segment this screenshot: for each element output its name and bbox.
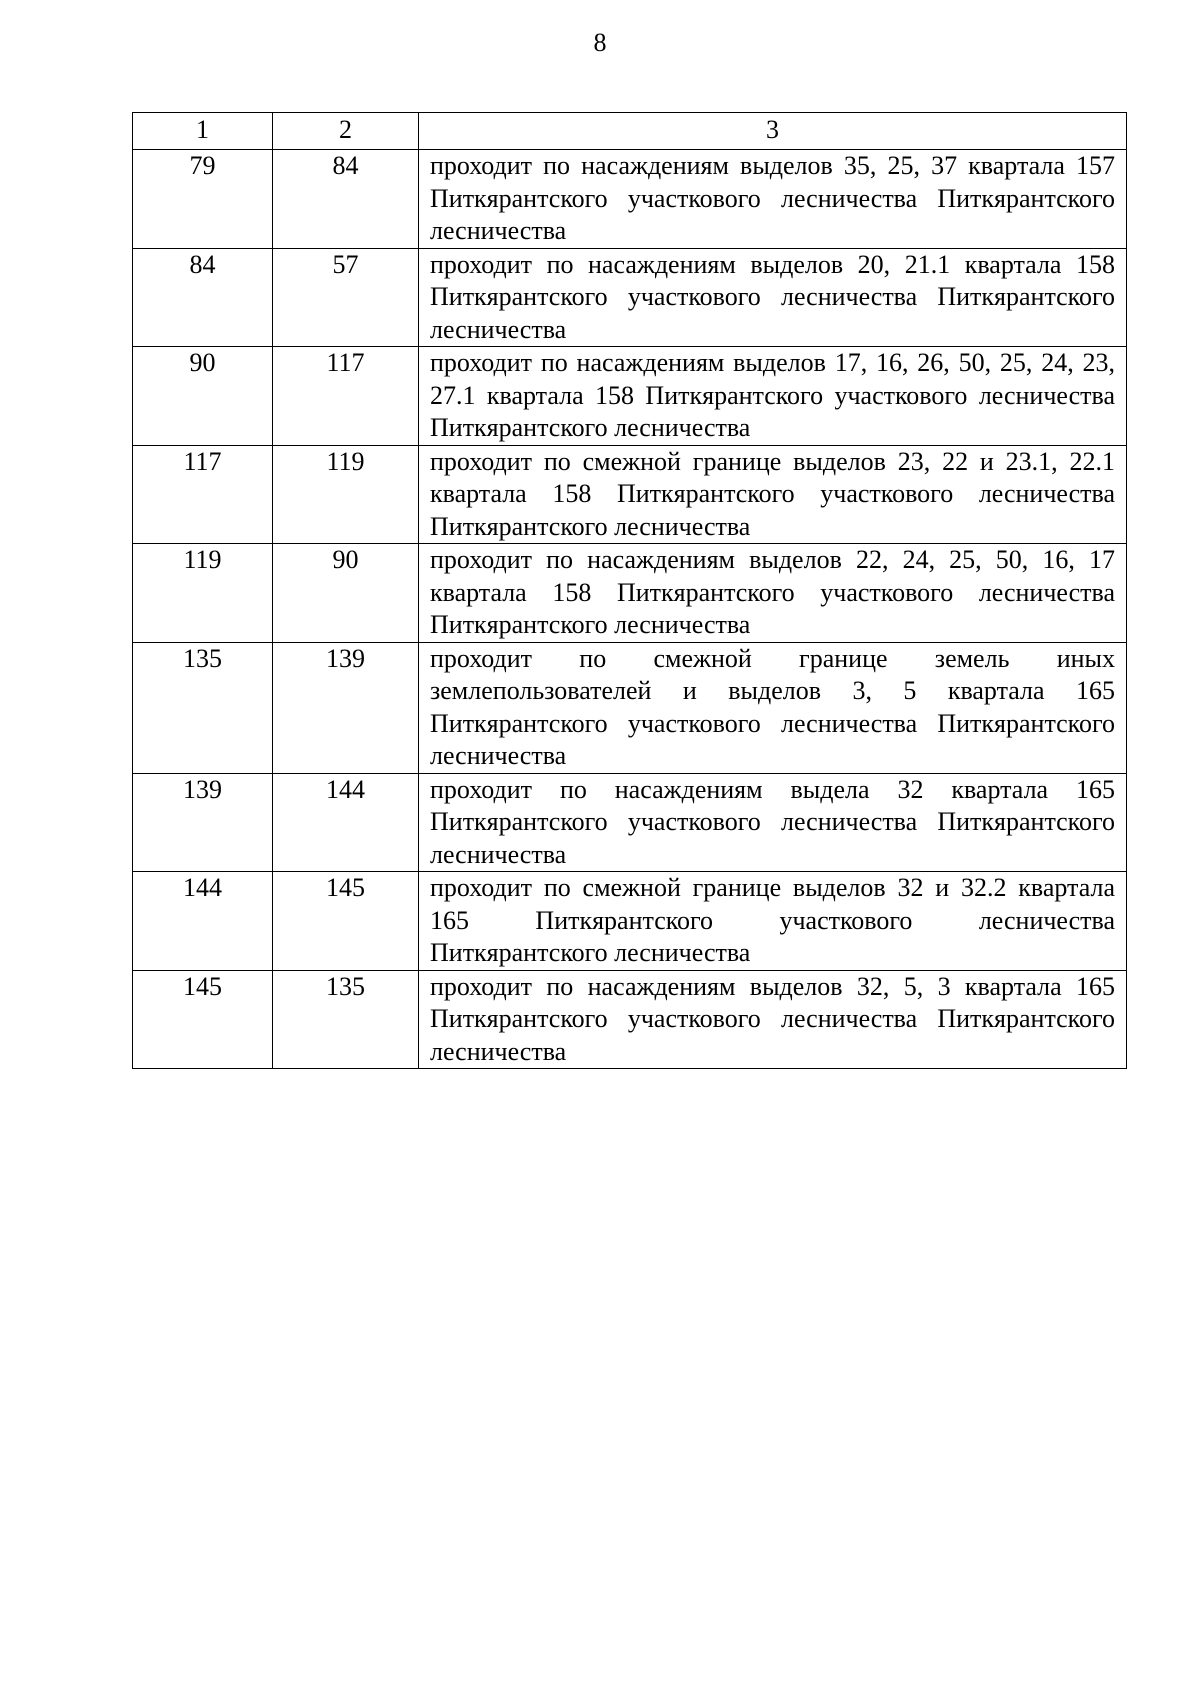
- cell-from: 144: [133, 872, 273, 971]
- column-header-description: 3: [419, 113, 1127, 150]
- cell-from: 135: [133, 642, 273, 773]
- cell-from: 79: [133, 150, 273, 249]
- boundary-table: [132, 112, 1127, 1069]
- cell-from: 139: [133, 773, 273, 872]
- cell-to: 135: [273, 970, 419, 1069]
- column-header-from: 1: [133, 113, 273, 150]
- cell-from: 119: [133, 544, 273, 643]
- cell-from: 145: [133, 970, 273, 1069]
- column-header-to: 2: [273, 113, 419, 150]
- cell-description: проходит по насаждениям выделов 35, 25, 37 квартала 157 Питкярантского участкового лесничества Питкярантского лесничества: [419, 150, 1127, 249]
- table-row: [133, 872, 1127, 971]
- cell-description: проходит по смежной границе выделов 23, 22 и 23.1, 22.1 квартала 158 Питкярантского участкового лесничества Питкярантского лесничества: [419, 445, 1127, 544]
- cell-to: 144: [273, 773, 419, 872]
- cell-from: 84: [133, 248, 273, 347]
- cell-from: 117: [133, 445, 273, 544]
- cell-from: 90: [133, 347, 273, 446]
- cell-to: 139: [273, 642, 419, 773]
- cell-description: проходит по насаждениям выделов 22, 24, 25, 50, 16, 17 квартала 158 Питкярантского участкового лесничества Питкярантского лесничества: [419, 544, 1127, 643]
- table-header-row: [133, 113, 1127, 150]
- table-row: [133, 544, 1127, 643]
- cell-to: 90: [273, 544, 419, 643]
- cell-to: 117: [273, 347, 419, 446]
- cell-description: проходит по насаждениям выделов 32, 5, 3 квартала 165 Питкярантского участкового лесничества Питкярантского лесничества: [419, 970, 1127, 1069]
- table-row: [133, 150, 1127, 249]
- table-row: [133, 773, 1127, 872]
- cell-to: 84: [273, 150, 419, 249]
- cell-description: проходит по насаждениям выделов 17, 16, 26, 50, 25, 24, 23, 27.1 квартала 158 Питкярантского участкового лесничества Питкярантского лесничества: [419, 347, 1127, 446]
- table-row: [133, 445, 1127, 544]
- cell-description: проходит по насаждениям выделов 20, 21.1 квартала 158 Питкярантского участкового лесничества Питкярантского лесничества: [419, 248, 1127, 347]
- cell-to: 57: [273, 248, 419, 347]
- table-row: [133, 642, 1127, 773]
- page-number: 8: [593, 28, 607, 57]
- cell-to: 119: [273, 445, 419, 544]
- cell-description: проходит по смежной границе земель иных землепользователей и выделов 3, 5 квартала 165 Питкярантского участкового лесничества Питкярантского лесничества: [419, 642, 1127, 773]
- cell-to: 145: [273, 872, 419, 971]
- table-row: [133, 347, 1127, 446]
- table-row: [133, 248, 1127, 347]
- cell-description: проходит по насаждениям выдела 32 квартала 165 Питкярантского участкового лесничества Питкярантского лесничества: [419, 773, 1127, 872]
- table-row: [133, 970, 1127, 1069]
- cell-description: проходит по смежной границе выделов 32 и 32.2 квартала 165 Питкярантского участкового лесничества Питкярантского лесничества: [419, 872, 1127, 971]
